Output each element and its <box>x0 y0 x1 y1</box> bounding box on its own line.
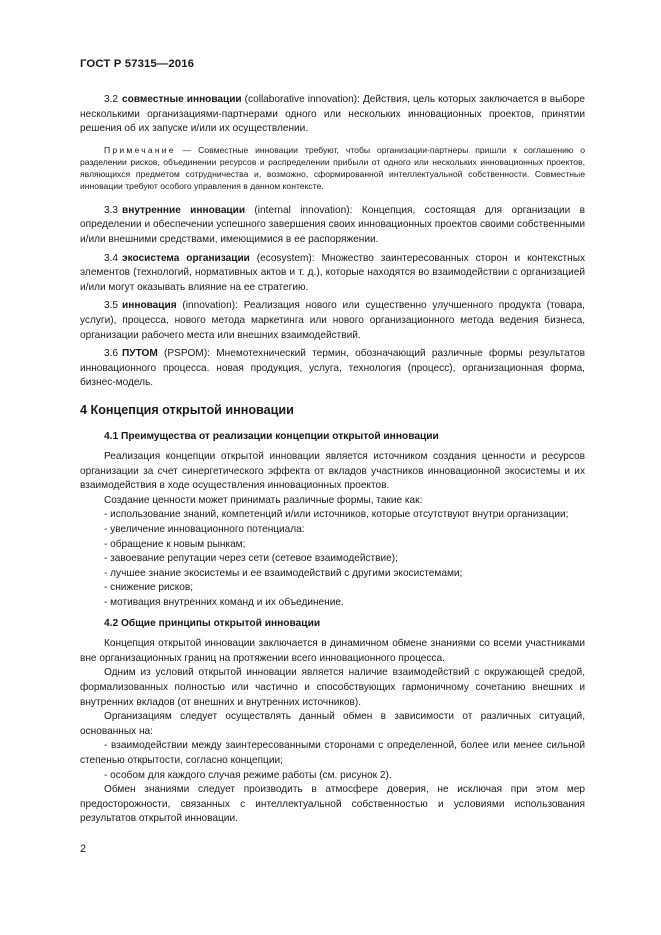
paragraph: Концепция открытой инновации заключается в динамичном обмене знаниями со всеми участниками вне организационных границ на протяжении всего инновационного процесса. <box>80 638 585 664</box>
definition-number: 3.2 <box>104 94 119 105</box>
definition-term: экосистема организации <box>122 252 250 264</box>
list-item: - особом для каждого случая режиме работы (см. рисунок 2). <box>104 769 392 781</box>
definition-3-3 <box>80 204 585 248</box>
definition-text: (collaborative innovation): Действия, цель которых заключается в выборе несколькими организациями-партнерами одного или нескольких инновационных проектов, принятии решения об их запуске и/или их осуществлении. <box>80 94 585 135</box>
list-item: - взаимодействии между заинтересованными сторонами с определенной, более или менее сильной степенью открытости, согласно концепции; <box>80 740 585 766</box>
list-item: - мотивация внутренних команд и их объединение. <box>104 597 344 609</box>
definition-number: 3.3 <box>104 204 119 216</box>
value-forms-list <box>80 508 585 610</box>
definition-3-5 <box>80 299 585 343</box>
definition-number: 3.6 <box>104 348 119 360</box>
definition-text: (ecosystem): Множество заинтересованных сторон и контекстных элементов (технологий, нормативных актов и т. д.), которые находятся во взаимодействии с организацией и/или могут оказывать влияние на ее стратегию. <box>80 252 585 293</box>
definition-number: 3.4 <box>104 252 119 264</box>
definition-3-4 <box>80 252 585 296</box>
subsection-title-4-1: 4.1 Преимущества от реализации концепции открытой инновации <box>104 430 439 442</box>
definition-text: (innovation): Реализация нового или существенно улучшенного продукта (товара, услуги), процесса, нового метода маркетинга или нового организационного метода ведения бизнеса, организации рабочего места или внешних взаимодействий. <box>80 300 585 341</box>
definition-term: внутренние инновации <box>122 204 246 216</box>
list-item: - обращение к новым рынкам; <box>104 538 246 550</box>
note <box>80 144 585 192</box>
definition-3-6 <box>80 347 585 391</box>
note-text: — Совместные инновации требуют, чтобы организации-партнеры пришли к соглашению о разделении рисков, объединении ресурсов и распределении прибыли от одного или нескольких инновационных проектов, являющихся предметом сотрудничества и, возможно, сформированной интеллектуальной собственности. Совместные инновации требуют особого управления в данном контексте. <box>80 144 585 191</box>
section-title: 4 Концепция открытой инновации <box>80 402 294 417</box>
exchange-basis-list <box>80 739 585 783</box>
document-header: ГОСТ Р 57315—2016 <box>80 58 195 70</box>
paragraph: Одним из условий открытой инновации является наличие взаимодействий с окружающей средой, формализованных полностью или частично и способствующих гармоничному сочетанию внешних и внутренних вкладов (от внешних и внутренних источников). <box>80 667 585 708</box>
definition-text: (internal innovation): Концепция, состоящая для организации в определении и обеспечении успешного завершения своих инновационных проектов своими собственными и/или внешними средствами, имеющимися в ее распоряжении. <box>80 204 585 245</box>
definition-3-2 <box>80 93 585 137</box>
paragraph: Создание ценности может принимать различные формы, такие как: <box>104 494 423 506</box>
list-item: - снижение рисков; <box>104 582 194 594</box>
list-item: - лучшее знание экосистемы и ее взаимодействий с другими экосистемами; <box>104 567 463 579</box>
paragraph: Организациям следует осуществлять данный обмен в зависимости от различных ситуаций, основанных на: <box>80 711 585 737</box>
definition-term: инновация <box>122 300 177 312</box>
list-item: - использование знаний, компетенций и/или источников, которые отсутствуют внутри организации; <box>104 509 569 521</box>
note-label: Примечание <box>104 144 176 155</box>
definition-number: 3.5 <box>104 300 119 312</box>
paragraph: Реализация концепции открытой инновации является источником создания ценности и ресурсов организации за счет синергетического эффекта от вкладов участников инновационной экосистемы и их взаимодействия в ходе осуществления инновационных проектов. <box>80 451 585 492</box>
definition-term: ПУТОМ <box>122 348 158 360</box>
definition-term: совместные инновации <box>122 94 242 105</box>
page-number: 2 <box>80 843 87 855</box>
paragraph: Обмен знаниями следует производить в атмосфере доверия, не исключая при этом мер предосторожности, связанных с интеллектуальной собственностью и условиями использования результатов открытой инновации. <box>80 784 585 825</box>
list-item: - завоевание репутации через сети (сетевое взаимодействие); <box>104 553 398 565</box>
subsection-title-4-2: 4.2 Общие принципы открытой инновации <box>104 617 321 629</box>
list-item: - увеличение инновационного потенциала: <box>104 524 305 536</box>
definition-text: (PSPOM): Мнемотехнический термин, обозначающий различные формы результатов инновационного процесса. новая продукция, услуга, технология (процесс), организационная форма, бизнес-модель. <box>80 348 585 389</box>
page-content <box>80 93 585 827</box>
